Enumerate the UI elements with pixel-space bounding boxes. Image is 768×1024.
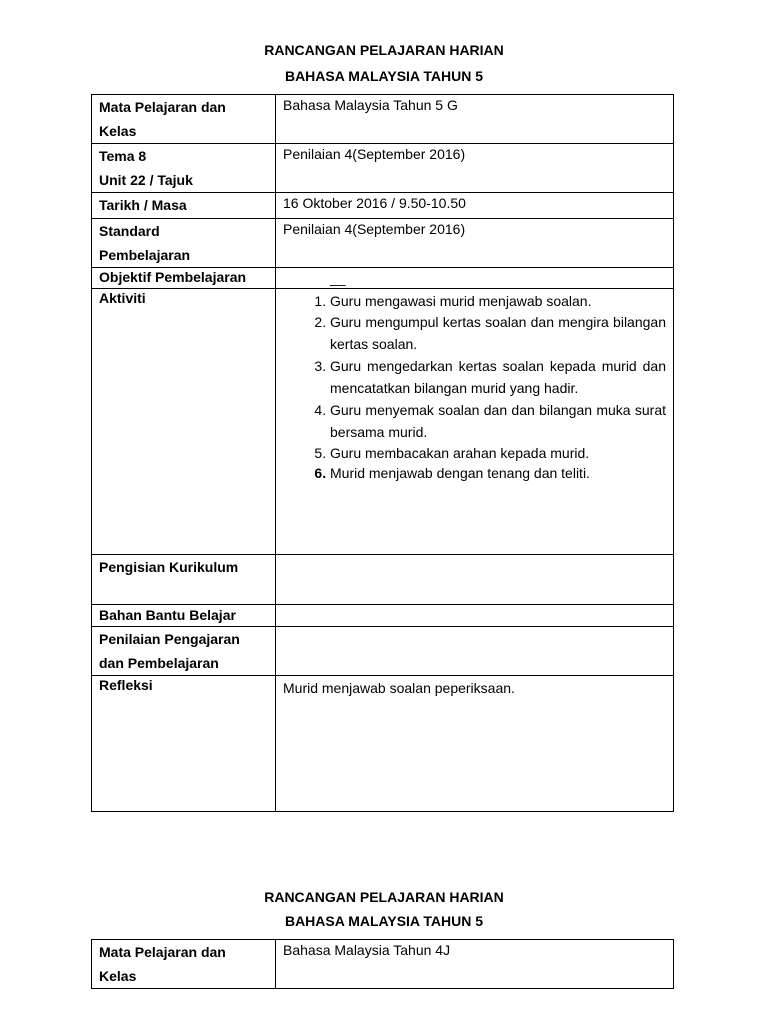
- label-objective: Objektif Pembelajaran: [92, 268, 276, 289]
- label-subject: [92, 95, 276, 144]
- label-subject: [92, 940, 276, 989]
- row-subject: [92, 95, 674, 144]
- value-reflection: Murid menjawab soalan peperiksaan.: [276, 676, 674, 812]
- plan1-title: RANCANGAN PELAJARAN HARIAN: [264, 42, 504, 58]
- label-subject-line2: Kelas: [99, 968, 137, 984]
- row-materials: [92, 605, 674, 627]
- value-objective: [276, 268, 674, 289]
- label-subject-line2: Kelas: [99, 123, 137, 139]
- activity-list: [283, 291, 666, 483]
- label-assessment: [92, 627, 276, 676]
- row-curriculum: [92, 555, 674, 605]
- row-standard: [92, 219, 674, 268]
- plan2-table: [91, 939, 674, 989]
- plan1-subtitle: BAHASA MALAYSIA TAHUN 5: [284, 68, 484, 84]
- value-assessment: [276, 627, 674, 676]
- row-activities: [92, 289, 674, 555]
- plan1-table: [91, 94, 674, 812]
- row-assessment: [92, 627, 674, 676]
- row-objective: [92, 268, 674, 289]
- label-theme-line1: Tema 8: [99, 148, 147, 164]
- value-activities: [276, 289, 674, 555]
- activity-item: 4. Guru menyemak soalan dan dan bilangan muka surat bersama murid.: [330, 399, 666, 443]
- label-materials: Bahan Bantu Belajar: [92, 605, 276, 627]
- label-theme-line2: Unit 22 / Tajuk: [99, 172, 193, 188]
- value-materials: [276, 605, 674, 627]
- value-subject: Bahasa Malaysia Tahun 5 G: [276, 95, 674, 144]
- activity-item: 3. Guru mengedarkan kertas soalan kepada murid dan mencatatkan bilangan murid yang hadir.: [330, 355, 666, 399]
- row-subject: [92, 940, 674, 989]
- row-date: [92, 193, 674, 219]
- objective-placeholder: __: [330, 270, 346, 286]
- label-activities: Aktiviti: [92, 289, 276, 555]
- value-theme: Penilaian 4(September 2016): [276, 144, 674, 193]
- value-standard: Penilaian 4(September 2016): [276, 219, 674, 268]
- activity-item: 5. Guru membacakan arahan kepada murid.: [330, 443, 666, 463]
- value-subject: Bahasa Malaysia Tahun 4J: [276, 940, 674, 989]
- label-curriculum: Pengisian Kurikulum: [92, 555, 276, 605]
- label-assessment-line1: Penilaian Pengajaran: [99, 631, 240, 647]
- activity-item: 2. Guru mengumpul kertas soalan dan mengira bilangan kertas soalan.: [330, 311, 666, 355]
- label-standard-line1: Standard: [99, 223, 160, 239]
- row-reflection: [92, 676, 674, 812]
- label-subject-line1: Mata Pelajaran dan: [99, 99, 226, 115]
- label-standard-line2: Pembelajaran: [99, 247, 191, 263]
- value-date: 16 Oktober 2016 / 9.50-10.50: [276, 193, 674, 219]
- label-reflection: Refleksi: [92, 676, 276, 812]
- activity-item: 6. Murid menjawab dengan tenang dan teliti.: [330, 463, 666, 483]
- activity-item: 1. Guru mengawasi murid menjawab soalan.: [330, 291, 666, 311]
- label-theme: [92, 144, 276, 193]
- label-subject-line1: Mata Pelajaran dan: [99, 944, 226, 960]
- label-standard: [92, 219, 276, 268]
- row-theme: [92, 144, 674, 193]
- label-assessment-line2: dan Pembelajaran: [99, 655, 219, 671]
- label-date: Tarikh / Masa: [92, 193, 276, 219]
- plan2-title: RANCANGAN PELAJARAN HARIAN: [264, 889, 504, 905]
- plan2-subtitle: BAHASA MALAYSIA TAHUN 5: [284, 913, 484, 929]
- value-curriculum: [276, 555, 674, 605]
